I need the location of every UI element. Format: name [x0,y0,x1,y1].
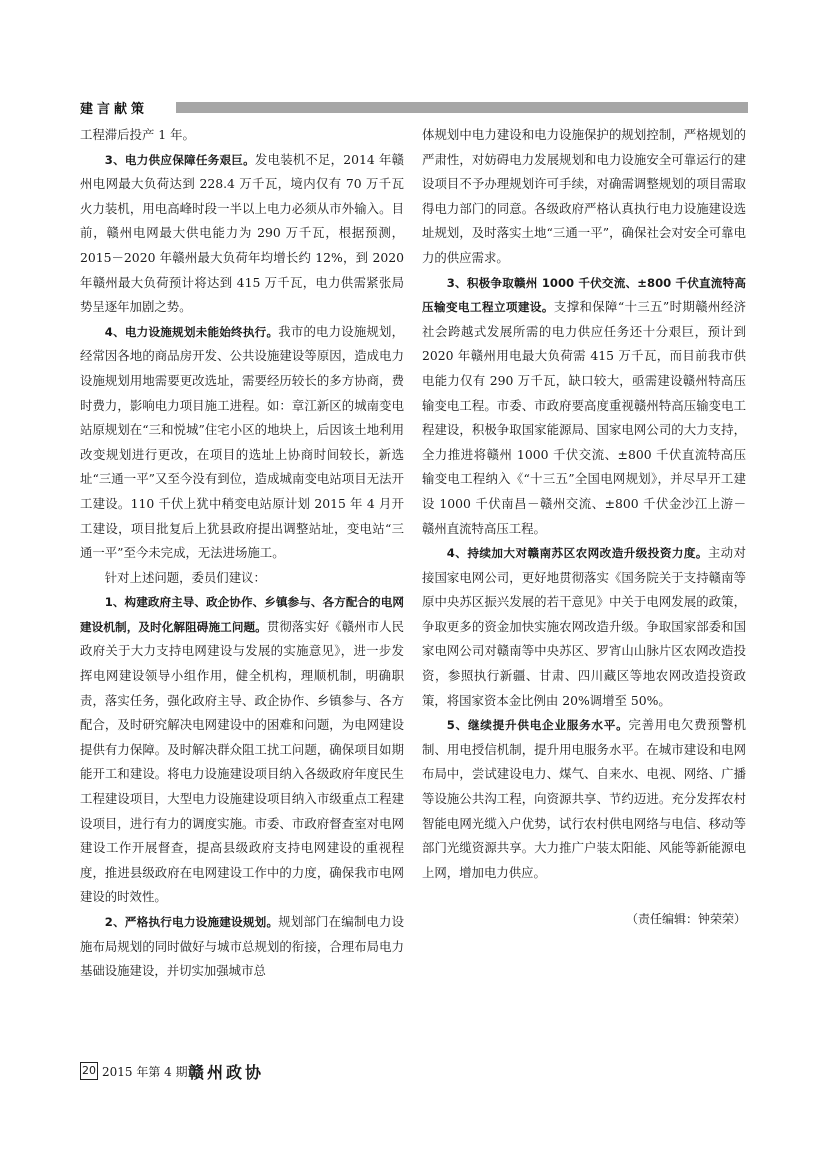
paragraph-text: 我市的电力设施规划，经常因各地的商品房开发、公共设施建设等原因，造成电力设施规划用地需要更改选址，需要经历较长的多方协商，费时费力，影响电力项目施工进程。如：章江新区的城南变电站原规划在“三和悦城”住宅小区的地块上，后因该土地利用改变规划进行更改，在项目的选址上协商时间较长，新选址“三通一平”又至今没有到位，造成城南变电站项目无法开工建设。110 千伏上犹中稍变电站原计划 2015 年 4 月开工建设，项目批复后上犹县政府提出调整站址，变电站“三通一平”至今未完成，无法进场施工。 [80,323,404,561]
paragraph [80,148,404,320]
article-body [80,123,750,1043]
left-column [80,123,404,984]
header-bar [176,102,748,113]
paragraph-heading: 5、继续提升供电企业服务水平。 [446,718,629,733]
paragraph-text: 发电装机不足，2014 年赣州电网最大负荷达到 228.4 万千瓦，境内仅有 70 万千瓦火力装机，用电高峰时段一半以上电力必须从市外输入。目前，赣州电网最大供电能力为 290 万千瓦，根据预测，2015－2020 年赣州最大负荷年均增长约 12%，到 2020 年赣州最大负荷预计将达到 415 万千瓦，电力供需紧张局势呈逐年加剧之势。 [80,151,404,315]
issue-label: 2015 年第 4 期 [102,1065,188,1079]
paragraph: 工程滞后投产 1 年。 [80,127,195,142]
section-label: 建言献策 [80,102,149,117]
paragraph [422,541,746,713]
paragraph-text: 支撑和保障“十三五”时期赣州经济社会跨越式发展所需的电力供应任务还十分艰巨，预计到 2020 年赣州用电最大负荷需 415 万千瓦，而目前我市供电能力仅有 290 万千瓦，缺口较大，亟需建设赣州特高压输变电工程。市委、市政府要高度重视赣州特高压输变电工程建设，积极争取国家能源局、国家电网公司的大力支持，全力推进将赣州 1000 千伏交流、±800 千伏直流特高压输变电工程纳入《“十三五”全国电网规划》，并尽早开工建设 1000 千伏南昌－赣州交流、±800 千伏金沙江上游－赣州直流特高压工程。 [422,299,746,536]
paragraph: 针对上述问题，委员们建议： [104,569,266,585]
running-header [80,96,748,120]
paragraph-text: 贯彻落实好《赣州市人民政府关于大力支持电网建设与发展的实施意见》，进一步发挥电网建设领导小组作用，健全机构，理顺机制，明确职责，落实任务，强化政府主导、政企协作、乡镇参与、各方配合，及时研究解决电网建设中的困难和问题，为电网建设提供有力保障。及时解决群众阻工扰工问题，确保项目如期能开工和建设。将电力设施建设项目纳入各级政府年度民生工程建设项目，大型电力设施建设项目纳入市级重点工程建设项目，进行有力的调度实施。市委、市政府督查室对电网建设工作开展督查，提高县级政府支持电网建设的重视程度，推进县级政府在电网建设工作中的力度，确保我市电网建设的时效性。 [80,618,404,905]
paragraph-heading: 4、持续加大对赣南苏区农网改造升级投资力度。 [446,546,708,561]
paragraph-text: 主动对接国家电网公司，更好地贯彻落实《国务院关于支持赣南等原中央苏区振兴发展的若干意见》中关于电网发展的政策，争取更多的资金加快实施农网改造升级。争取国家部委和国家电网公司对赣南等中央苏区、罗宵山山脉片区农网改造投资，参照执行新疆、甘肃、四川藏区等地农网改造投资政策，将国家资本金比例由 20%调增至 50%。 [422,545,746,708]
paragraph-heading: 1、构建政府主导、政企协作、乡镇参与、各方配合的电网建设机制，及时化解阻碍施工问题。 [80,595,404,634]
paragraph [80,910,404,984]
page-number: 20 [80,1062,98,1080]
paragraph-text: 规划部门在编制电力设施布局规划的同时做好与城市总规划的衔接，合理布局电力基础设施建设，并切实加强城市总 [80,914,404,979]
paragraph [80,320,404,566]
right-column [422,123,746,932]
paragraph-heading: 3、积极争取赣州 1000 千伏交流、±800 千伏直流特高压输变电工程立项建设。 [422,275,746,315]
paragraph [422,713,746,885]
editor-note: （责任编辑：钟荣荣） [625,912,746,927]
paragraph [422,271,746,542]
page-footer [80,1060,380,1082]
paragraph [80,590,404,910]
paragraph-heading: 2、严格执行电力设施建设规划。 [104,915,279,929]
paragraph: 体规划中电力建设和电力设施保护的规划控制，严格规划的严肃性，对妨碍电力发展规划和电力设施安全可靠运行的建设项目不予办理规划许可手续，对确需调整规划的项目需取得电力部门的同意。各级政府严格认真执行电力设施建设选址规划，及时落实土地“三通一平”，确保社会对安全可靠电力的供应需求。 [422,127,746,265]
paragraph-heading: 4、电力设施规划未能始终执行。 [104,324,279,339]
paragraph-heading: 3、电力供应保障任务艰巨。 [104,152,255,167]
magazine-title: 赣州政协 [188,1063,265,1082]
paragraph-text: 完善用电欠费预警机制、用电授信机制，提升用电服务水平。在城市建设和电网布局中，尝试建设电力、煤气、自来水、电视、网络、广播等设施公共沟工程，向资源共享、节约迈进。充分发挥农村智能电网光缆入户优势，试行农村供电网络与电信、移动等部门光缆资源共享。大力推广户装太阳能、风能等新能源电上网，增加电力供应。 [422,717,747,880]
